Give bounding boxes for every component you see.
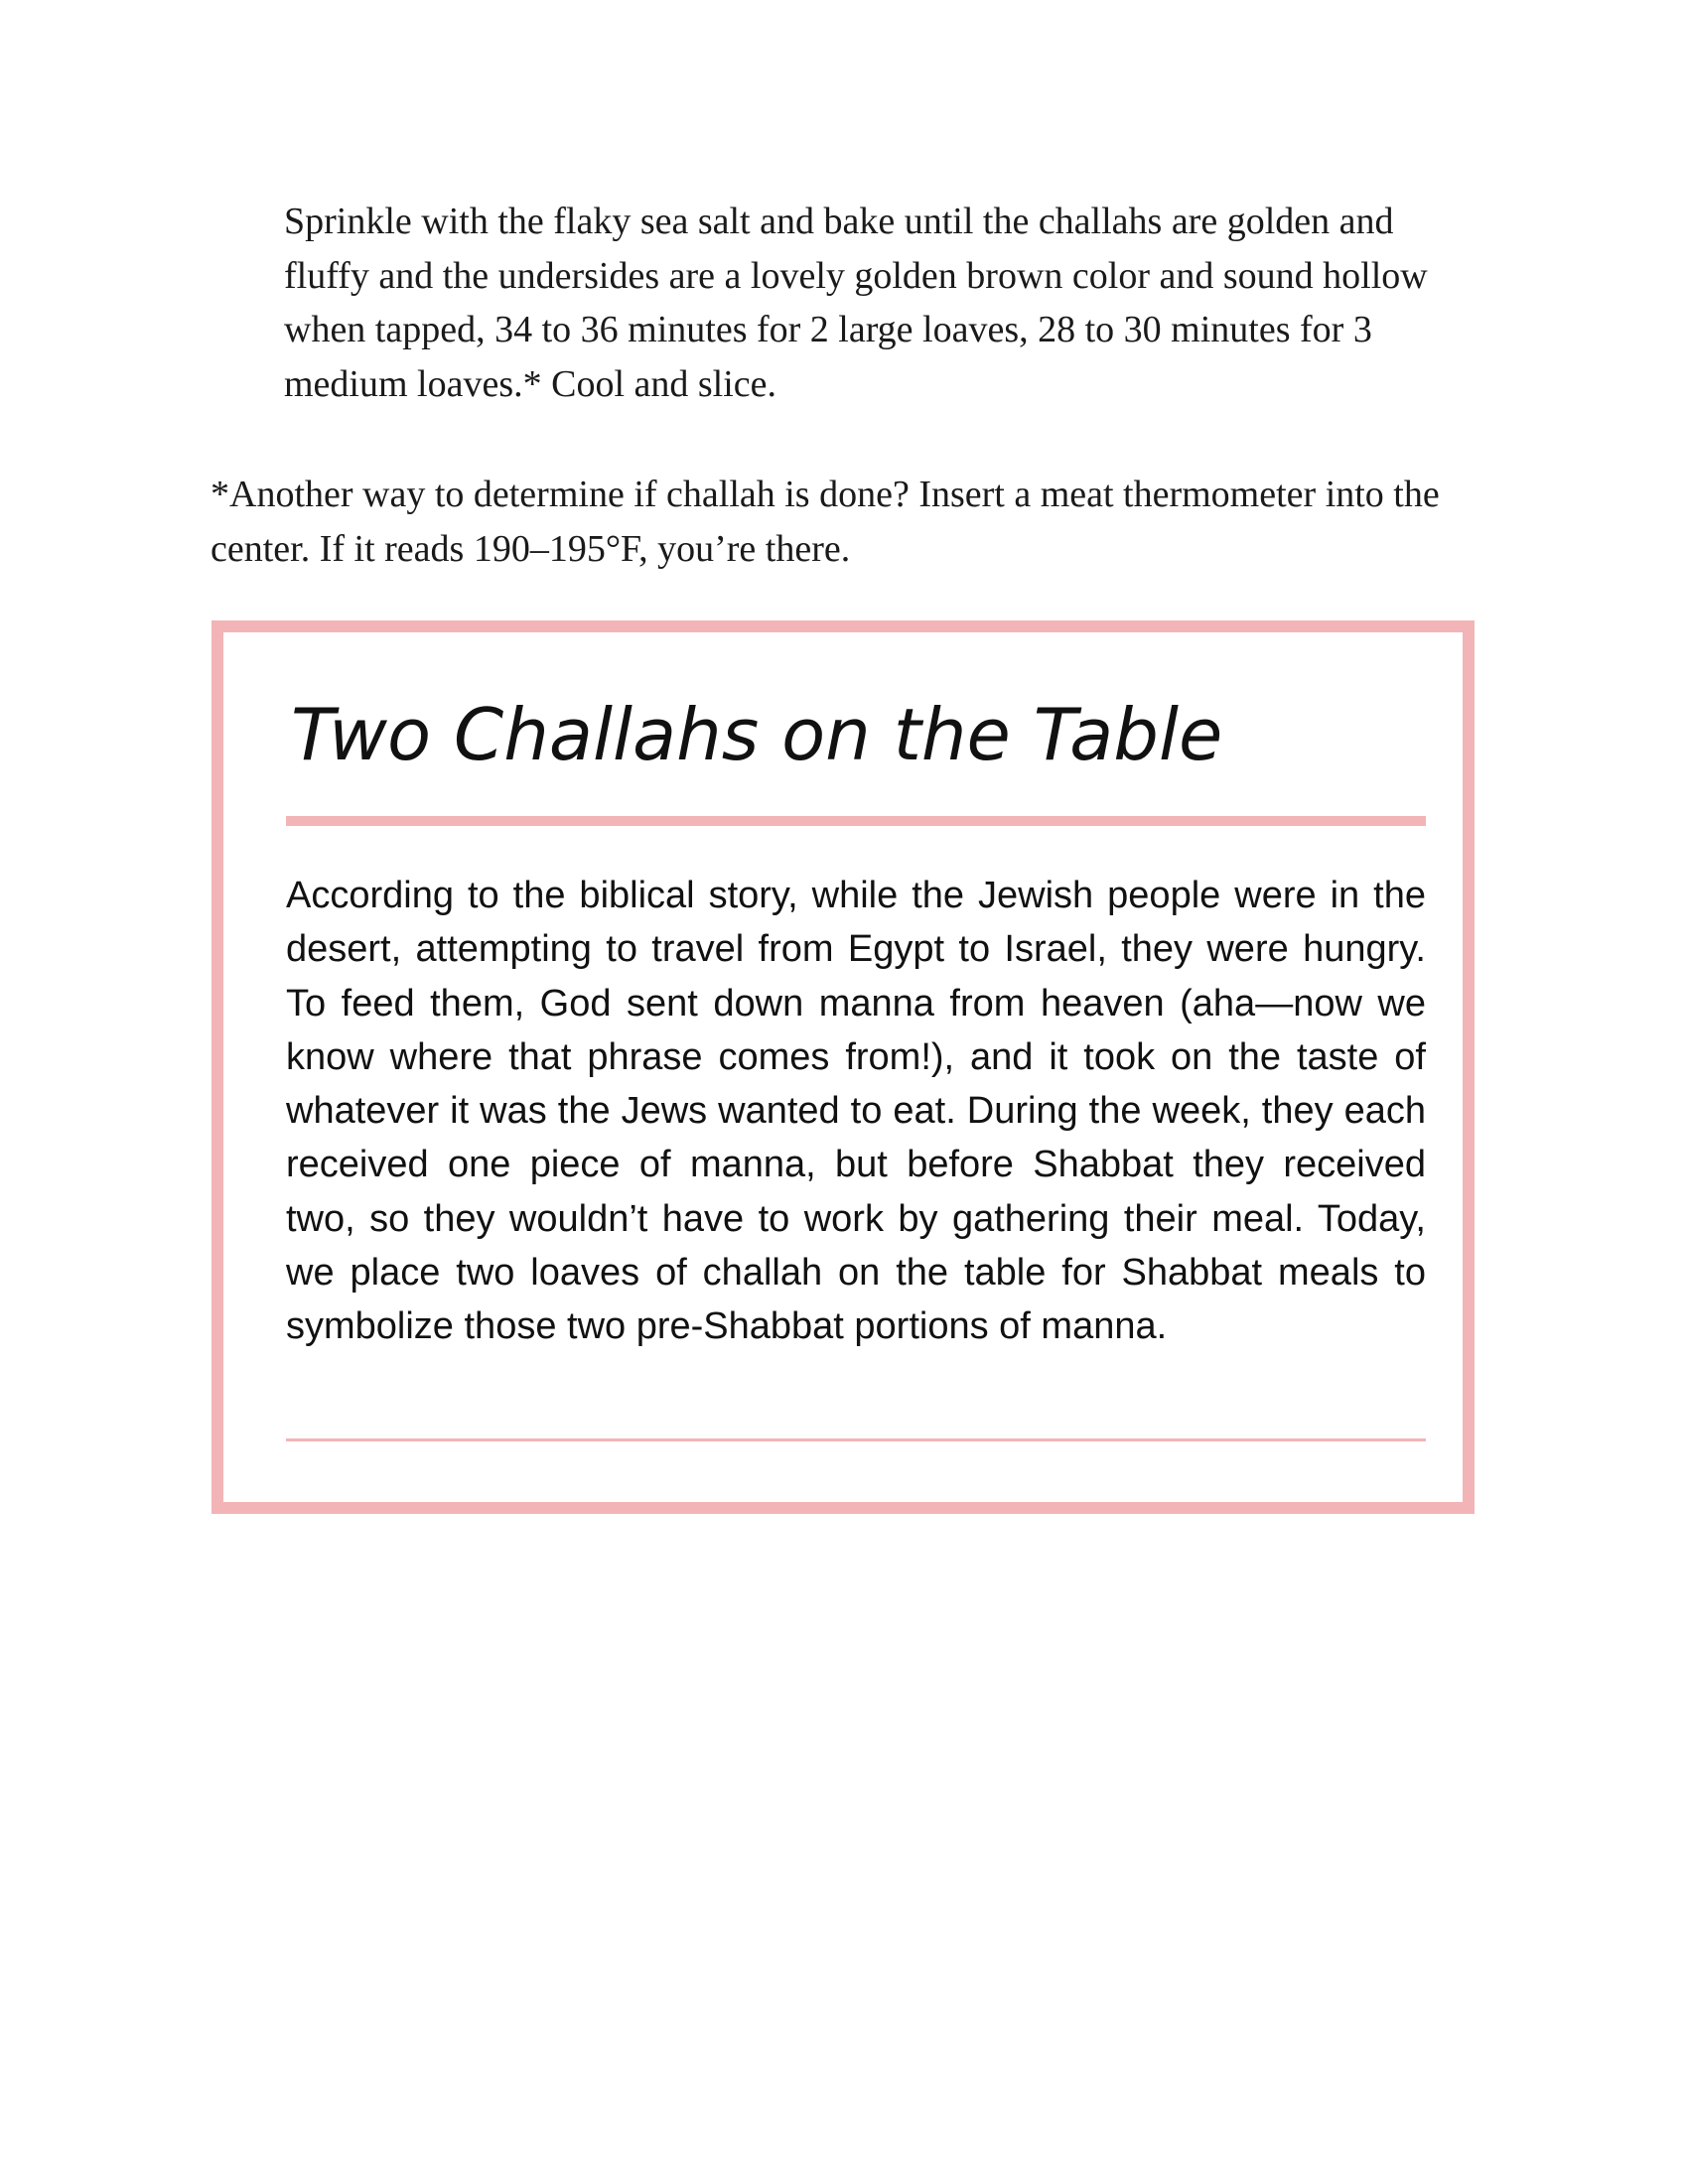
bottom-divider bbox=[286, 1438, 1426, 1441]
sidebar-body-text: According to the biblical story, while the Jewish people were in the desert, attempting to travel from Egypt to Israel, they were hungry. To feed them, God sent down manna from heaven (aha—now we know where that phrase comes from!), and it took on the taste of whatever it was the Jews wanted to eat. During the week, they each received one piece of manna, but before Shabbat they received two, so they wouldn’t have to work by gathering their meal. Today, we place two loaves of challah on the table for Shabbat meals to symbolize those two pre-Shabbat portions of manna. bbox=[286, 875, 1426, 1348]
sidebar-title: Two Challahs on the Table bbox=[291, 693, 1223, 776]
recipe-step-paragraph: Sprinkle with the flaky sea salt and bake until the challahs are golden and fluffy and the undersides are a lovely golden brown color and sound hollow when tapped, 34 to 36 minutes for 2 large loaves, 28 to 30 minutes for 3 medium loaves.* Cool and slice. bbox=[284, 201, 1428, 405]
footnote-paragraph: *Another way to determine if challah is done? Insert a meat thermometer into the center. If it reads 190–195°F, you’re there. bbox=[211, 474, 1440, 570]
sidebar-box bbox=[211, 620, 1475, 1514]
title-divider bbox=[286, 816, 1426, 826]
